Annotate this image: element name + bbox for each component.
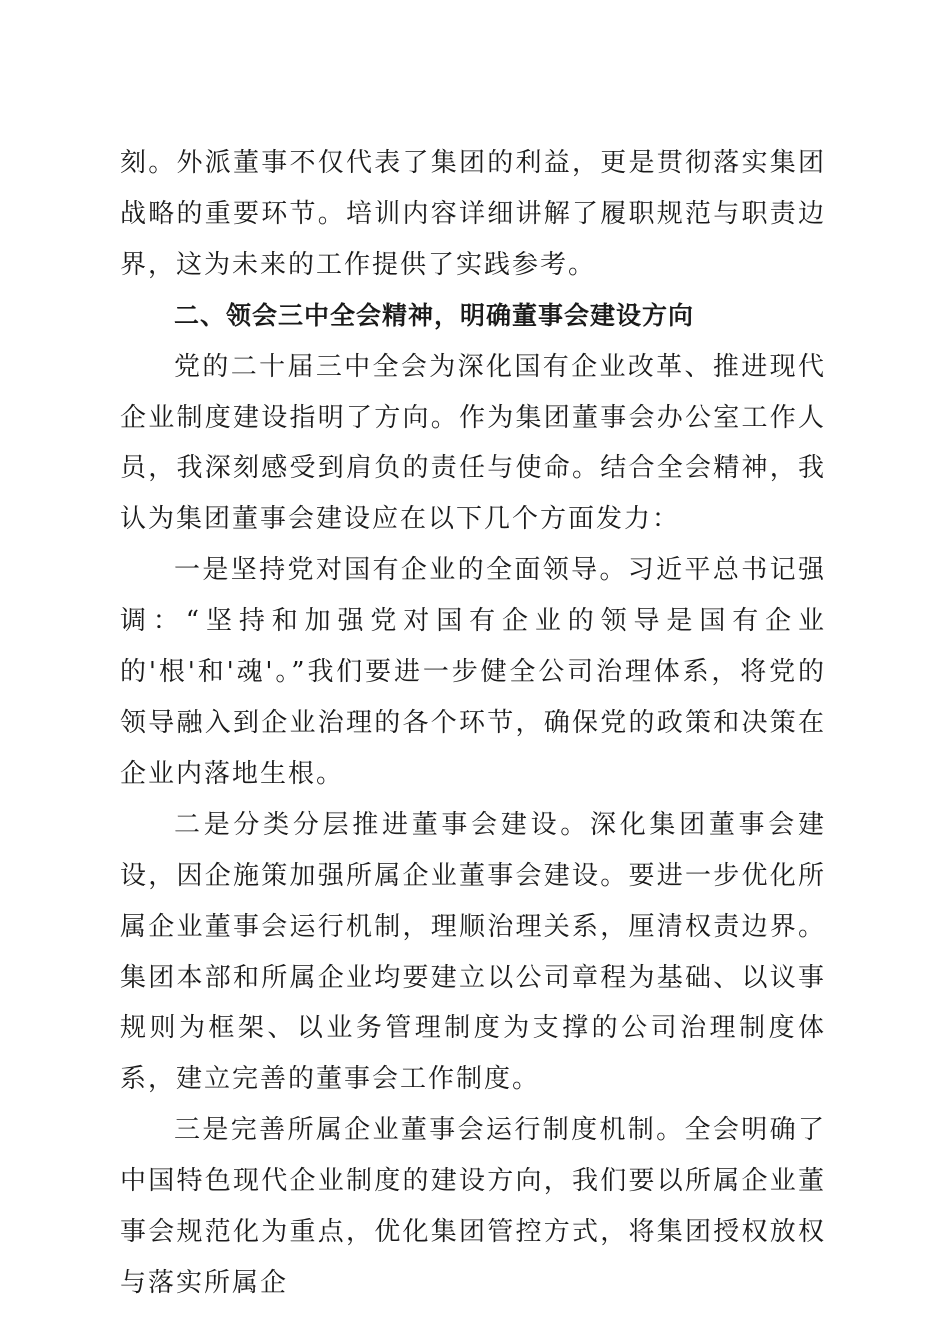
paragraph-intro: 党的二十届三中全会为深化国有企业改革、推进现代企业制度建设指明了方向。作为集团董事会办公室工作人员，我深刻感受到肩负的责任与使命。结合全会精神，我认为集团董事会建设应在以下几个方面发力： bbox=[120, 351, 826, 535]
paragraph-continuation: 刻。外派董事不仅代表了集团的利益，更是贯彻落实集团战略的重要环节。培训内容详细讲解了履职规范与职责边界，这为未来的工作提供了实践参考。 bbox=[120, 148, 826, 280]
paragraph-point-two: 二是分类分层推进董事会建设。深化集团董事会建设，因企施策加强所属企业董事会建设。要进一步优化所属企业董事会运行机制，理顺治理关系，厘清权责边界。集团本部和所属企业均要建立以公司章程为基础、以议事规则为框架、以业务管理制度为支撑的公司治理制度体系，建立完善的董事会工作制度。 bbox=[120, 809, 826, 1095]
section-heading: 二、领会三中全会精神，明确董事会建设方向 bbox=[174, 300, 695, 330]
paragraph-point-three: 三是完善所属企业董事会运行制度机制。全会明确了中国特色现代企业制度的建设方向，我们要以所属企业董事会规范化为重点，优化集团管控方式，将集团授权放权与落实所属企 bbox=[120, 1115, 826, 1298]
paragraph-point-one: 一是坚持党对国有企业的全面领导。习近平总书记强调：“坚持和加强党对国有企业的领导是国有企业的'根'和'魂'。”我们要进一步健全公司治理体系，将党的领导融入到企业治理的各个环节，确保党的政策和决策在企业内落地生根。 bbox=[120, 555, 826, 789]
document-body bbox=[120, 138, 826, 1309]
